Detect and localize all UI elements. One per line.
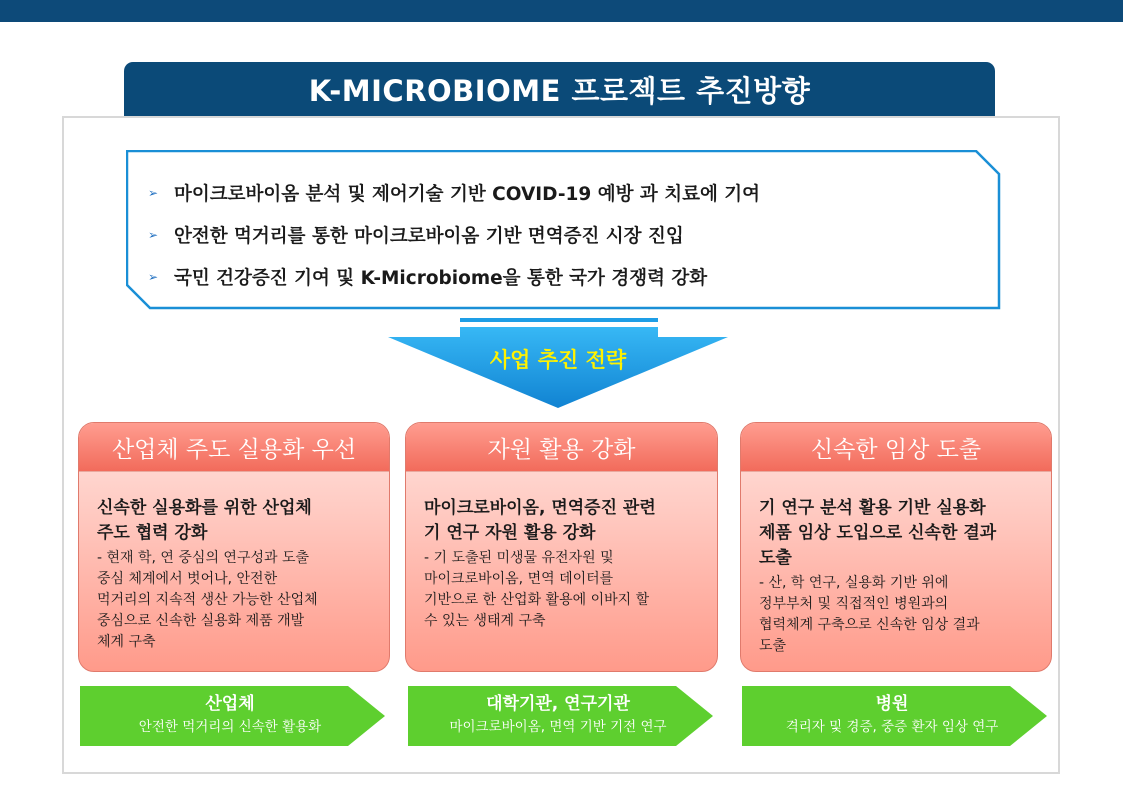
strategy-arrow: [388, 318, 728, 410]
card-heading: [424, 496, 701, 546]
card-text: [97, 548, 373, 653]
card-heading-line: 신속한 실용화를 위한 산업체: [97, 498, 312, 518]
arrow-bullet-icon: ➢: [148, 228, 159, 242]
page-title: K-MICROBIOME 프로젝트 추진방향: [308, 73, 811, 108]
strategy-card-industry: [78, 422, 390, 672]
card-text-line: 체계 구축: [97, 634, 156, 650]
goals-box: [126, 150, 1002, 310]
card-text-line: - 산, 학 연구, 실용화 기반 위에: [759, 575, 949, 591]
actor-text: [742, 692, 1042, 738]
card-text-line: - 현재 학, 연 중심의 연구성과 도출: [97, 550, 310, 566]
goal-item: [148, 172, 760, 214]
card-text-line: - 기 도출된 미생물 유전자원 및: [424, 550, 614, 566]
card-header: 산업체 주도 실용화 우선: [79, 423, 389, 472]
card-body: [79, 472, 389, 653]
card-text-line: 도출: [759, 638, 787, 654]
card-text: [424, 548, 701, 632]
arrow-bullet-icon: ➢: [148, 186, 159, 200]
actor-academia: [408, 686, 714, 746]
card-text-line: 마이크로바이옴, 면역 데이터를: [424, 571, 614, 587]
actor-hospital: [742, 686, 1048, 746]
actor-title: 병원: [875, 694, 909, 714]
card-heading-line: 기 연구 자원 활용 강화: [424, 523, 596, 543]
card-heading-line: 주도 협력 강화: [97, 523, 208, 543]
goal-item: [148, 256, 760, 298]
actor-industry: [80, 686, 386, 746]
card-heading-line: 제품 임상 도입으로 신속한 결과: [759, 523, 997, 543]
card-text-line: 중심 체계에서 벗어나, 안전한: [97, 571, 278, 587]
actor-title: 산업체: [205, 694, 255, 714]
strategy-card-resources: [405, 422, 718, 672]
title-bar: [124, 62, 995, 116]
goal-text: 마이크로바이옴 분석 및 제어기술 기반 COVID-19 예방 과 치료에 기여: [174, 184, 761, 205]
card-text-line: 중심으로 신속한 실용화 제품 개발: [97, 613, 305, 629]
strategy-card-clinical: [740, 422, 1052, 672]
actor-title: 대학기관, 연구기관: [486, 694, 630, 714]
card-header: 신속한 임상 도출: [741, 423, 1051, 472]
arrow-bullet-icon: ➢: [148, 270, 159, 284]
strategy-label: 사업 추진 전략: [489, 348, 627, 372]
actor-subtitle: 격리자 및 경증, 중증 환자 임상 연구: [785, 719, 999, 735]
card-heading-line: 도출: [759, 548, 792, 568]
card-text-line: 수 있는 생태계 구축: [424, 613, 546, 629]
actor-text: [408, 692, 708, 738]
card-text-line: 먹거리의 지속적 생산 가능한 산업체: [97, 592, 318, 608]
card-heading: [97, 496, 373, 546]
actor-subtitle: 마이크로바이옴, 면역 기반 기전 연구: [449, 719, 667, 735]
top-banner: [0, 0, 1123, 22]
card-heading-line: 기 연구 분석 활용 기반 실용화: [759, 498, 986, 518]
card-text-line: 협력체계 구축으로 신속한 임상 결과: [759, 617, 980, 633]
card-header: 자원 활용 강화: [406, 423, 717, 472]
card-text-line: 정부부처 및 직접적인 병원과의: [759, 596, 949, 612]
goal-text: 국민 건강증진 기여 및 K-Microbiome을 통한 국가 경쟁력 강화: [174, 268, 708, 289]
actor-subtitle: 안전한 먹거리의 신속한 활용화: [138, 719, 322, 735]
card-text: [759, 573, 1035, 657]
goals-list: [148, 172, 760, 298]
goal-text: 안전한 먹거리를 통한 마이크로바이옴 기반 면역증진 시장 진입: [174, 226, 684, 247]
card-body: [406, 472, 717, 632]
card-heading-line: 마이크로바이옴, 면역증진 관련: [424, 498, 656, 518]
goal-item: [148, 214, 760, 256]
actor-text: [80, 692, 380, 738]
card-text-line: 기반으로 한 산업화 활용에 이바지 할: [424, 592, 650, 608]
card-body: [741, 472, 1051, 657]
card-heading: [759, 496, 1035, 571]
